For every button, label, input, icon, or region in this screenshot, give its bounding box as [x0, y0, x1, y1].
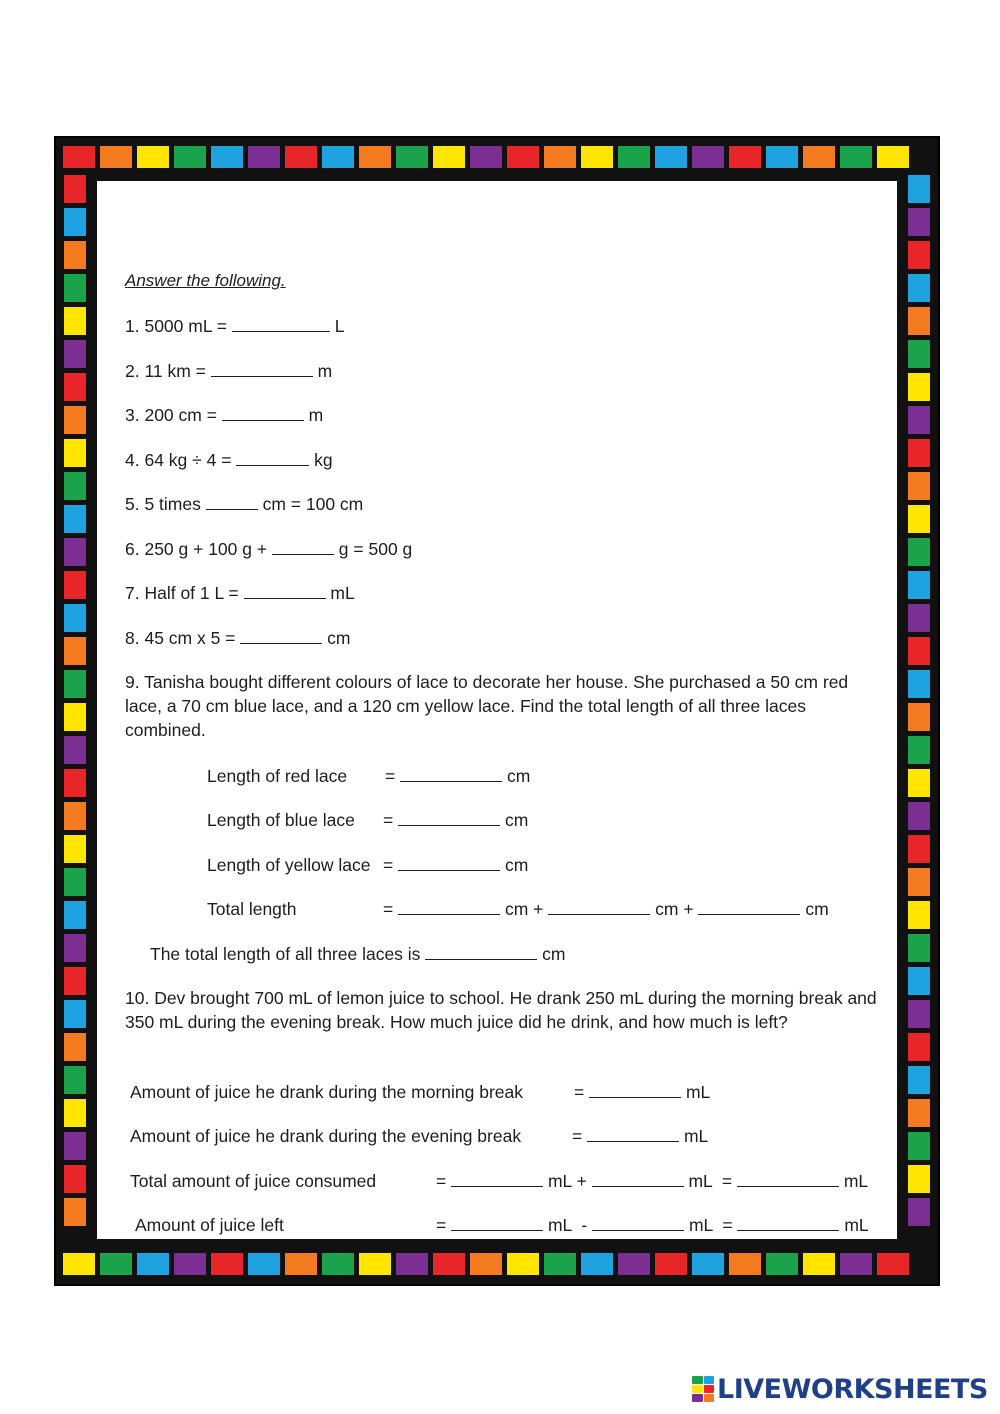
border-tile	[136, 145, 170, 169]
border-tile	[63, 273, 87, 303]
answer-blank-red[interactable]	[400, 764, 502, 782]
border-tile	[907, 867, 931, 897]
border-tile	[907, 1098, 931, 1128]
q10-morning-answer: = mL	[574, 1082, 711, 1102]
border-tile	[247, 1252, 281, 1276]
border-tile	[99, 145, 133, 169]
border-tile	[617, 1252, 651, 1276]
answer-blank-lace-total[interactable]	[425, 942, 537, 960]
border-tile	[63, 240, 87, 270]
border-tile	[321, 145, 355, 169]
liveworksheets-logo[interactable]	[692, 1373, 988, 1405]
border-tile	[907, 702, 931, 732]
border-tile	[907, 372, 931, 402]
q10-total-answer: = mL + mL = mL	[436, 1171, 869, 1191]
border-tile	[907, 1032, 931, 1062]
answer-blank-6[interactable]	[272, 537, 334, 555]
border-tile	[907, 603, 931, 633]
q9-total-answer: = cm + cm + cm	[383, 899, 829, 919]
answer-blank-total-2[interactable]	[548, 897, 650, 915]
border-tile	[691, 145, 725, 169]
border-tile	[543, 145, 577, 169]
border-tile	[62, 1252, 96, 1276]
border-tile	[63, 504, 87, 534]
border-tile	[469, 145, 503, 169]
border-tile	[63, 405, 87, 435]
border-tile	[63, 900, 87, 930]
answer-blank-yellow[interactable]	[398, 853, 500, 871]
border-tile	[907, 1065, 931, 1095]
border-tile	[765, 1252, 799, 1276]
answer-blank-left-3[interactable]	[737, 1213, 839, 1231]
border-tile	[907, 537, 931, 567]
q10-evening-answer: = mL	[572, 1126, 709, 1146]
border-tile	[63, 702, 87, 732]
border-tile	[63, 174, 87, 204]
border-tile	[63, 1032, 87, 1062]
question-5: 5. 5 times cm = 100 cm	[125, 494, 364, 514]
border-tile	[543, 1252, 577, 1276]
q10-left-label: Amount of juice left	[135, 1215, 284, 1235]
border-tile	[432, 145, 466, 169]
border-tile	[907, 1164, 931, 1194]
question-6: 6. 250 g + 100 g + g = 500 g	[125, 539, 413, 559]
border-tile	[876, 145, 910, 169]
border-tile	[63, 1131, 87, 1161]
instruction: Answer the following.	[125, 271, 286, 290]
border-tile	[469, 1252, 503, 1276]
question-10-text: 10. Dev brought 700 mL of lemon juice to school. He drank 250 mL during the morning break and 350 mL during the evening break. How much juice did he drink, and how much is left?	[125, 988, 877, 1032]
border-tile	[63, 1098, 87, 1128]
question-2: 2. 11 km = m	[125, 361, 333, 381]
border-tile	[907, 174, 931, 204]
border-tile	[580, 1252, 614, 1276]
border-tile	[907, 669, 931, 699]
answer-blank-morning[interactable]	[589, 1080, 681, 1098]
q9-blue-answer: = cm	[383, 810, 529, 830]
border-tile	[907, 471, 931, 501]
border-tile	[654, 1252, 688, 1276]
answer-blank-3[interactable]	[222, 403, 304, 421]
border-tile	[63, 1164, 87, 1194]
answer-blank-7[interactable]	[244, 581, 326, 599]
border-tile	[907, 966, 931, 996]
border-tile	[63, 471, 87, 501]
border-tile	[580, 145, 614, 169]
border-tile	[62, 145, 96, 169]
answer-blank-1[interactable]	[232, 314, 330, 332]
q10-total-label: Total amount of juice consumed	[130, 1171, 377, 1191]
answer-blank-total-3[interactable]	[698, 897, 800, 915]
border-tile	[907, 999, 931, 1029]
decorative-border	[54, 136, 940, 1286]
brand-name: LIVEWORKSHEETS	[717, 1373, 988, 1405]
question-8: 8. 45 cm x 5 = cm	[125, 628, 351, 648]
border-tile	[63, 603, 87, 633]
border-tile	[691, 1252, 725, 1276]
border-tile	[765, 145, 799, 169]
border-tile	[839, 1252, 873, 1276]
liveworksheets-logo-icon	[692, 1376, 714, 1402]
border-tile	[432, 1252, 466, 1276]
border-tile	[63, 1065, 87, 1095]
border-tile	[839, 145, 873, 169]
border-tile	[63, 1197, 87, 1227]
border-tile	[63, 306, 87, 336]
q9-red-label: Length of red lace	[207, 766, 348, 786]
border-tile	[907, 273, 931, 303]
border-tile	[907, 1197, 931, 1227]
answer-blank-consumed-3[interactable]	[737, 1169, 839, 1187]
answer-blank-8[interactable]	[240, 626, 322, 644]
border-tile	[907, 339, 931, 369]
q9-blue-label: Length of blue lace	[207, 810, 355, 830]
border-tile	[506, 1252, 540, 1276]
border-tile	[395, 1252, 429, 1276]
q10-left-answer: = mL - mL = mL	[436, 1215, 869, 1235]
border-tile	[907, 504, 931, 534]
answer-blank-left-2[interactable]	[592, 1213, 684, 1231]
border-tile	[173, 145, 207, 169]
border-tile	[63, 999, 87, 1029]
border-tile	[99, 1252, 133, 1276]
border-tile	[63, 933, 87, 963]
border-tile	[63, 372, 87, 402]
border-tile	[907, 306, 931, 336]
border-tile	[63, 207, 87, 237]
border-tile	[284, 1252, 318, 1276]
border-tile	[907, 570, 931, 600]
border-tile	[173, 1252, 207, 1276]
q10-morning-label: Amount of juice he drank during the morning break	[130, 1082, 524, 1102]
border-tile	[210, 145, 244, 169]
border-tile	[63, 867, 87, 897]
border-tile	[506, 145, 540, 169]
border-tile	[63, 438, 87, 468]
answer-blank-5[interactable]	[206, 492, 258, 510]
question-4: 4. 64 kg ÷ 4 = kg	[125, 450, 333, 470]
border-tile	[247, 145, 281, 169]
border-tile	[358, 145, 392, 169]
border-tile	[63, 636, 87, 666]
border-tile	[210, 1252, 244, 1276]
border-tile	[907, 735, 931, 765]
answer-blank-left-1[interactable]	[451, 1213, 543, 1231]
question-9-text: 9. Tanisha bought different colours of lace to decorate her house. She purchased a 50 cm red lace, a 70 cm blue lace, and a 120 cm yellow lace. Find the total length of all three laces combined.	[125, 672, 849, 740]
border-tile	[63, 801, 87, 831]
border-tile	[728, 145, 762, 169]
border-tile	[802, 1252, 836, 1276]
answer-blank-blue[interactable]	[398, 808, 500, 826]
border-tile	[654, 145, 688, 169]
answer-blank-consumed-2[interactable]	[592, 1169, 684, 1187]
border-tile	[284, 145, 318, 169]
q9-total-label: Total length	[207, 899, 297, 919]
q9-yellow-answer: = cm	[383, 855, 529, 875]
border-tile	[63, 570, 87, 600]
q9-yellow-label: Length of yellow lace	[207, 855, 371, 875]
border-tile	[728, 1252, 762, 1276]
border-tile	[358, 1252, 392, 1276]
border-tile	[907, 834, 931, 864]
border-tile	[907, 207, 931, 237]
border-tile	[63, 768, 87, 798]
q9-red-answer: = cm	[385, 766, 531, 786]
border-tile	[63, 537, 87, 567]
border-tile	[907, 636, 931, 666]
border-tile	[63, 735, 87, 765]
border-tile	[907, 933, 931, 963]
question-7: 7. Half of 1 L = mL	[125, 583, 355, 603]
border-tile	[907, 405, 931, 435]
border-tile	[63, 669, 87, 699]
answer-blank-evening[interactable]	[587, 1124, 679, 1142]
worksheet-panel	[94, 178, 900, 1242]
q10-evening-label: Amount of juice he drank during the evening break	[130, 1126, 522, 1146]
answer-blank-2[interactable]	[211, 359, 313, 377]
border-tile	[907, 240, 931, 270]
answer-blank-consumed-1[interactable]	[451, 1169, 543, 1187]
answer-blank-total-1[interactable]	[398, 897, 500, 915]
border-tile	[802, 145, 836, 169]
border-tile	[907, 1131, 931, 1161]
answer-blank-4[interactable]	[236, 448, 309, 466]
border-tile	[395, 145, 429, 169]
border-tile	[136, 1252, 170, 1276]
question-3: 3. 200 cm = m	[125, 405, 324, 425]
border-tile	[907, 438, 931, 468]
border-tile	[321, 1252, 355, 1276]
border-tile	[63, 339, 87, 369]
border-tile	[907, 900, 931, 930]
border-tile	[63, 966, 87, 996]
border-tile	[876, 1252, 910, 1276]
border-tile	[617, 145, 651, 169]
border-tile	[907, 768, 931, 798]
q9-final-answer: The total length of all three laces is cm	[150, 944, 566, 964]
question-1: 1. 5000 mL = L	[125, 316, 345, 336]
border-tile	[907, 801, 931, 831]
border-tile	[63, 834, 87, 864]
